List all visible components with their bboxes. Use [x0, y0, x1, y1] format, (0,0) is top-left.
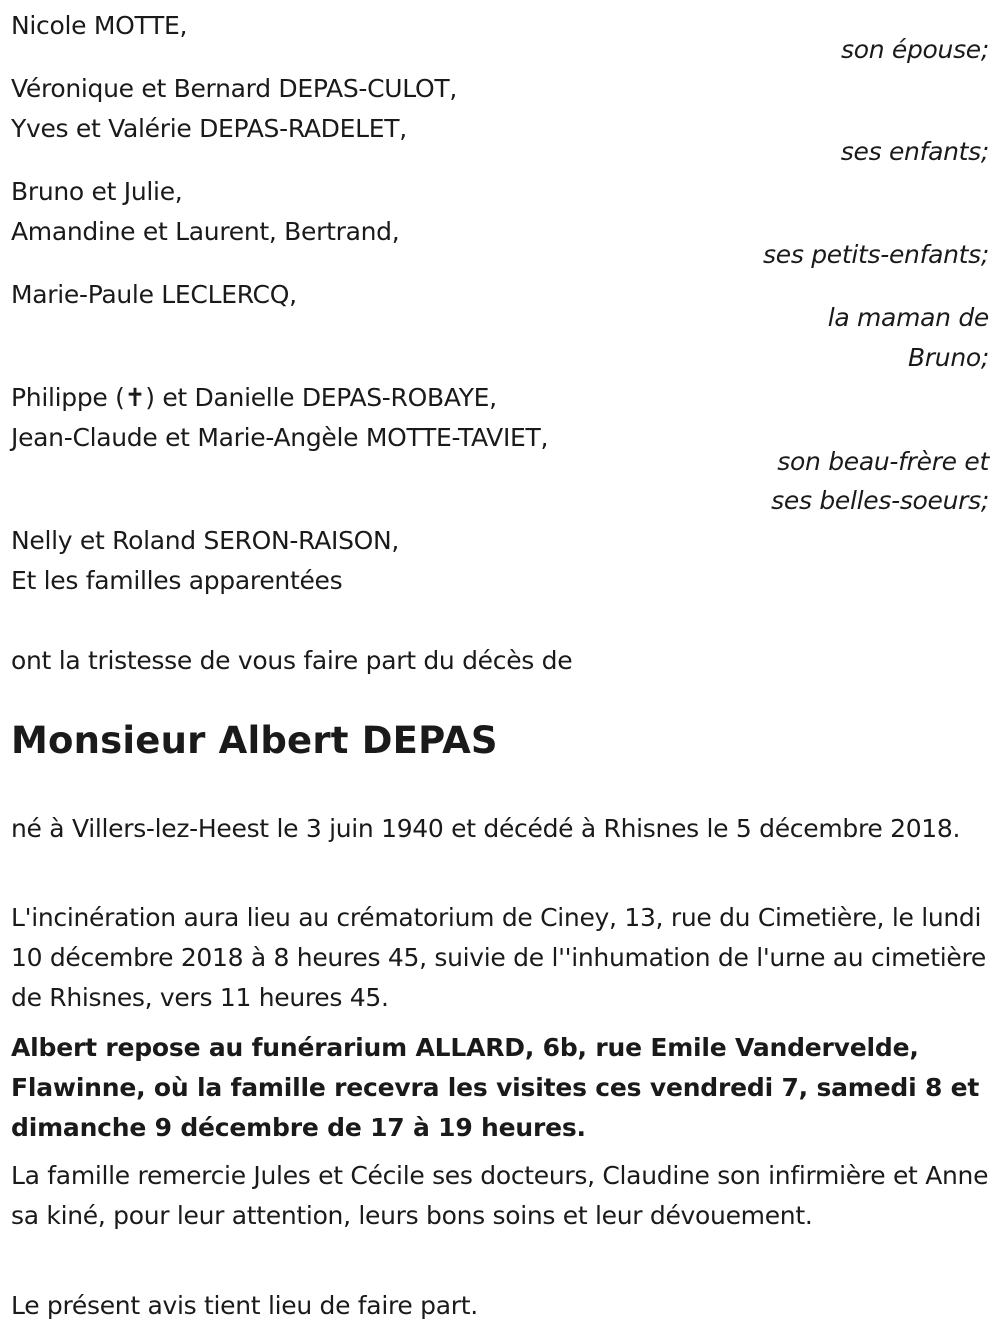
visitation-paragraph: Albert repose au funérarium ALLARD, 6b, rue Emile Vandervelde, Flawinne, où la famille recevra les visites ces vendredi 7, samedi 8 et dimanche 9 décembre de 17 à 19 heures.: [11, 1033, 980, 1142]
family-name-line: Marie-Paule LECLERCQ,: [11, 280, 297, 309]
thanks-paragraph: La famille remercie Jules et Cécile ses docteurs, Claudine son infirmière et Anne sa kiné, pour leur attention, leurs bons soins et leur dévouement.: [11, 1161, 989, 1230]
family-name-line: Philippe (✝) et Danielle DEPAS-ROBAYE,: [11, 383, 497, 412]
intro-text: ont la tristesse de vous faire part du décès de: [11, 646, 573, 675]
family-name-line: Et les familles apparentées: [11, 566, 343, 595]
relation-label: Bruno;: [907, 343, 989, 372]
relation-label: ses petits-enfants;: [763, 240, 989, 269]
relation-label: son beau-frère et: [777, 447, 989, 476]
birth-death-paragraph: né à Villers-lez-Heest le 3 juin 1940 et décédé à Rhisnes le 5 décembre 2018.: [11, 814, 961, 843]
family-name-line: Véronique et Bernard DEPAS-CULOT,: [11, 74, 458, 103]
notice-text: Le présent avis tient lieu de faire part.: [11, 1291, 478, 1320]
relation-label: la maman de: [827, 303, 989, 332]
family-name-line: Nicole MOTTE,: [11, 11, 188, 40]
relation-label: ses belles-soeurs;: [771, 486, 989, 515]
relation-label: ses enfants;: [840, 137, 989, 166]
family-name-line: Nelly et Roland SERON-RAISON,: [11, 526, 400, 555]
family-name-line: Amandine et Laurent, Bertrand,: [11, 217, 400, 246]
family-name-line: Bruno et Julie,: [11, 177, 183, 206]
relation-label: son épouse;: [840, 35, 989, 64]
family-name-line: Yves et Valérie DEPAS-RADELET,: [11, 114, 407, 143]
ceremony-paragraph: L'incinération aura lieu au crématorium de Ciney, 13, rue du Cimetière, le lundi 10 décembre 2018 à 8 heures 45, suivie de l''inhumation de l'urne au cimetière de Rhisnes, vers 11 heures 45.: [11, 903, 986, 1012]
deceased-name: Monsieur Albert DEPAS: [11, 719, 498, 762]
family-name-line: Jean-Claude et Marie-Angèle MOTTE-TAVIET,: [11, 423, 549, 452]
